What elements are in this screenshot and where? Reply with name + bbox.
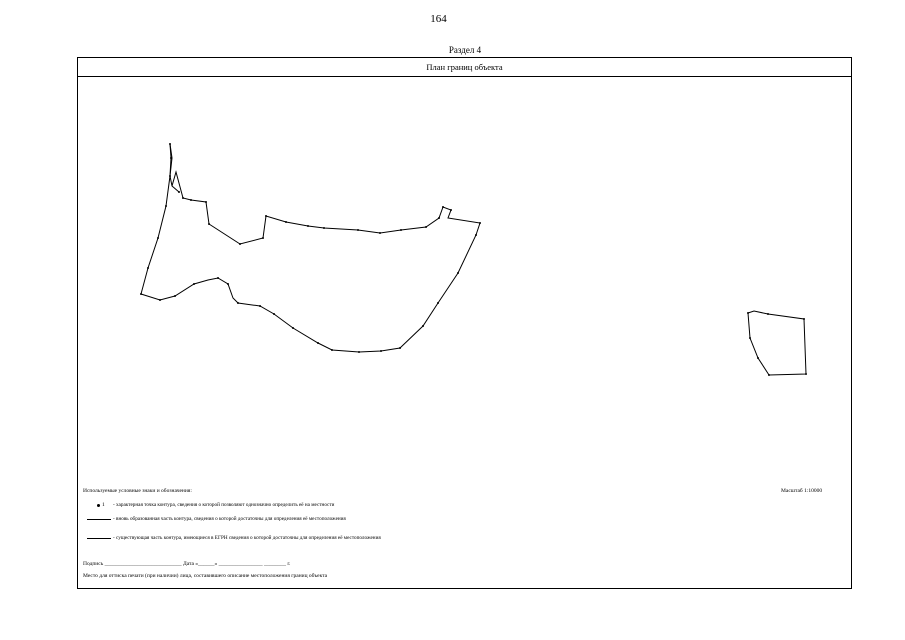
- signature-line: Подпись ____________________________ Дата «______» ________________ ________ г.: [83, 561, 291, 567]
- existing-contour-symbol: [83, 535, 113, 542]
- vertex-markers-right: [747, 312, 807, 376]
- plan-frame: [77, 57, 852, 589]
- plan-title: План границ объекта: [78, 58, 851, 77]
- line-icon: [87, 538, 111, 539]
- point-dot-icon: [97, 504, 100, 507]
- page-number: 164: [430, 13, 447, 25]
- vertex-markers-main: [140, 143, 481, 353]
- stamp-note: Место для оттиска печати (при наличии) лица, составившего описание местоположения границ объекта: [83, 573, 328, 579]
- scale-label: Масштаб 1:10000: [781, 488, 823, 494]
- legend-row-existing-contour: [83, 535, 423, 542]
- line-icon: [87, 519, 111, 520]
- legend-text-existing-contour: - существующая часть контура, имеющиеся в ЕГРН сведения о которой достаточны для определения её местоположения: [113, 535, 381, 541]
- legend-row-new-contour: [83, 516, 423, 523]
- legend-row-point: [83, 502, 423, 509]
- legend-text-new-contour: - вновь образованная часть контура, сведения о которой достаточны для определения её местоположения: [113, 516, 346, 522]
- main-contour: [141, 144, 480, 352]
- section-title: Раздел 4: [448, 45, 482, 55]
- new-contour-symbol: [83, 516, 113, 523]
- boundary-map: [78, 58, 853, 590]
- point-symbol: [83, 502, 113, 509]
- legend-text-point: - характерная точка контура, сведения о которой позволяют однозначно определить её на местности: [113, 502, 335, 508]
- right-contour: [748, 311, 806, 375]
- point-number: 1: [102, 502, 105, 508]
- legend-title: Используемые условные знаки и обозначения:: [83, 488, 192, 494]
